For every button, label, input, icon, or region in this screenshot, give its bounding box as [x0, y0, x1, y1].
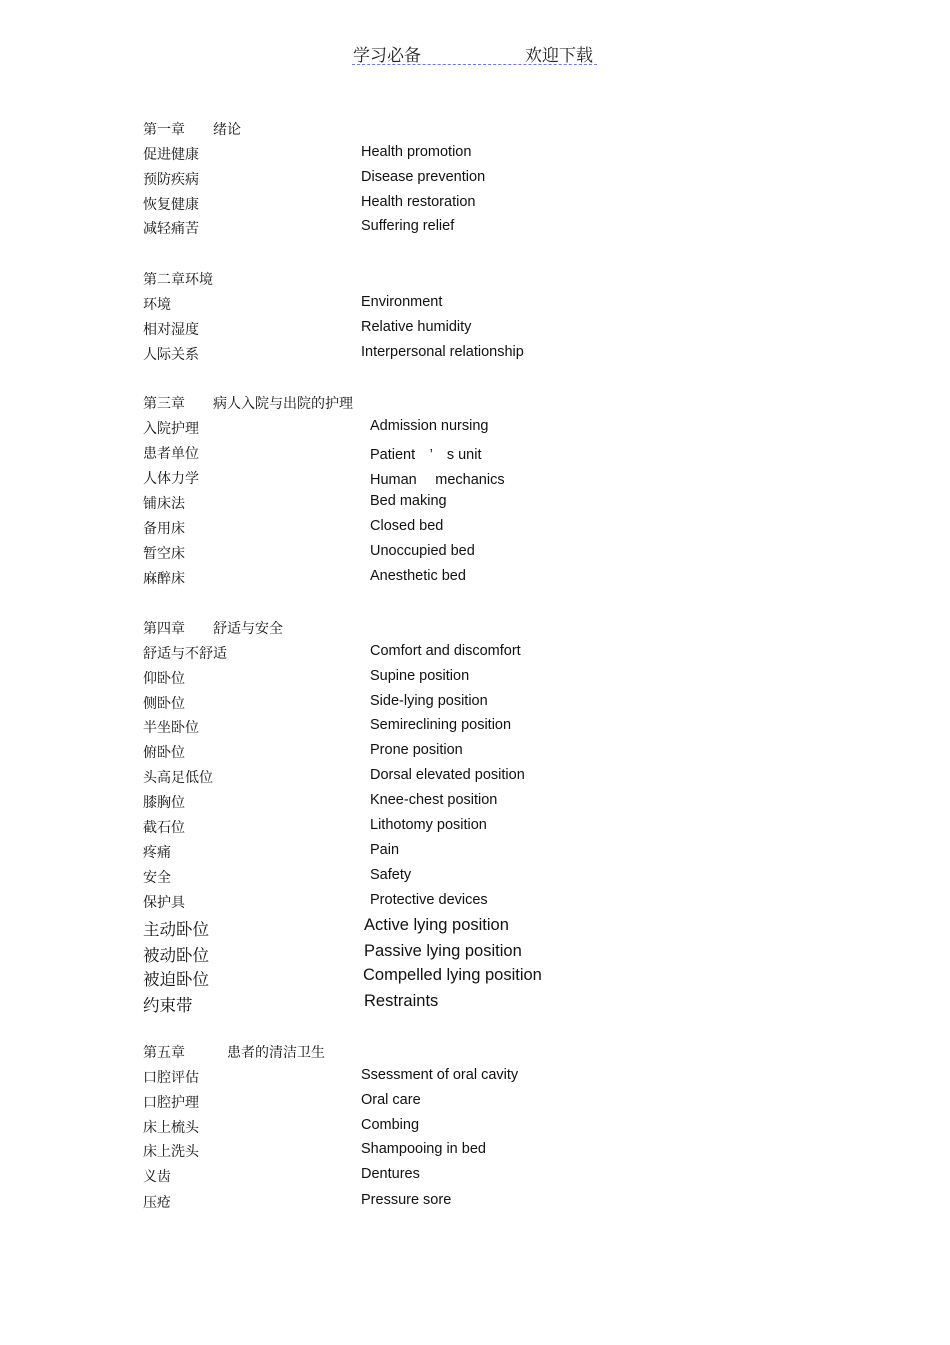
vocab-row: [0, 942, 950, 964]
chapter-heading-1: [0, 119, 950, 141]
term-zh: 约束带: [143, 996, 193, 1015]
header-left-text: 学习必备: [353, 46, 421, 66]
term-en: Supine position: [370, 668, 470, 684]
term-zh: 侧卧位: [143, 696, 185, 712]
chapter-title: 第一章 绪论: [143, 122, 241, 138]
term-en: Lithotomy position: [370, 817, 487, 833]
vocab-row: [0, 443, 950, 465]
vocab-row: [0, 518, 950, 540]
term-zh: 舒适与不舒适: [143, 646, 227, 662]
chapter-heading-5: [0, 1042, 950, 1064]
term-en: Patient ’ s unit: [370, 447, 482, 463]
term-zh: 保护具: [143, 895, 185, 911]
vocab-row: [0, 966, 950, 988]
vocab-row: [0, 792, 950, 814]
term-zh: 义齿: [143, 1169, 171, 1185]
term-zh: 安全: [143, 870, 171, 886]
term-zh: 备用床: [143, 521, 185, 537]
vocab-row: [0, 817, 950, 839]
term-en: Shampooing in bed: [361, 1141, 486, 1157]
term-zh: 患者单位: [143, 446, 199, 462]
term-zh: 口腔护理: [143, 1095, 199, 1111]
term-en: Restraints: [364, 992, 439, 1010]
vocab-row: [0, 218, 950, 240]
term-en: Pain: [370, 842, 400, 858]
chapter-heading-3: [0, 393, 950, 415]
term-en: Admission nursing: [370, 418, 489, 434]
vocab-row: [0, 294, 950, 316]
term-en: Unoccupied bed: [370, 543, 475, 559]
term-en: Suffering relief: [361, 218, 455, 234]
vocab-row: [0, 1117, 950, 1139]
term-zh: 减轻痛苦: [143, 221, 199, 237]
term-zh: 被动卧位: [143, 946, 209, 965]
term-en: Oral care: [361, 1092, 421, 1108]
vocab-row: [0, 543, 950, 565]
term-en: Combing: [361, 1117, 420, 1133]
vocab-row: [0, 767, 950, 789]
term-zh: 疼痛: [143, 845, 171, 861]
term-en: Interpersonal relationship: [361, 344, 524, 360]
vocab-row: [0, 1166, 950, 1188]
chapter-heading-2: [0, 269, 950, 291]
term-zh: 入院护理: [143, 421, 199, 437]
term-en: Bed making: [370, 493, 447, 509]
term-zh: 被迫卧位: [143, 970, 209, 989]
term-en: Knee-chest position: [370, 792, 498, 808]
chapter-title: 第二章环境: [143, 272, 213, 288]
term-en: Comfort and discomfort: [370, 643, 521, 659]
vocab-row: [0, 693, 950, 715]
chapter-title: 第四章 舒适与安全: [143, 621, 283, 637]
chapter-title: 第五章 患者的清洁卫生: [143, 1045, 325, 1061]
term-en: Prone position: [370, 742, 463, 758]
term-zh: 半坐卧位: [143, 720, 199, 736]
vocab-row: [0, 668, 950, 690]
vocab-row: [0, 493, 950, 515]
term-en: Human mechanics: [370, 472, 505, 488]
vocab-row: [0, 1141, 950, 1163]
term-zh: 预防疾病: [143, 172, 199, 188]
term-zh: 仰卧位: [143, 671, 185, 687]
vocab-row: [0, 194, 950, 216]
term-en: Active lying position: [364, 916, 509, 934]
vocab-row: [0, 1192, 950, 1214]
term-en: Semireclining position: [370, 717, 512, 733]
vocab-row: [0, 169, 950, 191]
term-en: Pressure sore: [361, 1192, 452, 1208]
term-en: Passive lying position: [364, 942, 522, 960]
term-zh: 麻醉床: [143, 571, 185, 587]
vocab-row: [0, 144, 950, 166]
term-zh: 人体力学: [143, 471, 199, 487]
vocab-row: [0, 867, 950, 889]
term-en: Health promotion: [361, 144, 472, 160]
term-zh: 俯卧位: [143, 745, 185, 761]
term-zh: 主动卧位: [143, 920, 209, 939]
term-en: Dorsal elevated position: [370, 767, 525, 783]
chapter-heading-4: [0, 618, 950, 640]
vocab-row: [0, 1092, 950, 1114]
vocab-row: [0, 319, 950, 341]
term-en: Closed bed: [370, 518, 444, 534]
term-zh: 恢复健康: [143, 197, 199, 213]
term-zh: 人际关系: [143, 347, 199, 363]
term-en: Health restoration: [361, 194, 476, 210]
term-en: Dentures: [361, 1166, 420, 1182]
term-zh: 口腔评估: [143, 1070, 199, 1086]
vocab-row: [0, 742, 950, 764]
chapter-title: 第三章 病人入院与出院的护理: [143, 396, 353, 412]
term-zh: 相对湿度: [143, 322, 199, 338]
page-header: [352, 40, 597, 65]
term-en: Side-lying position: [370, 693, 488, 709]
vocab-row: [0, 643, 950, 665]
vocab-row: [0, 1067, 950, 1089]
term-zh: 膝胸位: [143, 795, 185, 811]
vocab-row: [0, 916, 950, 938]
vocab-row: [0, 468, 950, 490]
vocab-row: [0, 992, 950, 1014]
term-en: Anesthetic bed: [370, 568, 466, 584]
header-right-text: 欢迎下载: [525, 46, 593, 66]
vocab-row: [0, 568, 950, 590]
term-en: Protective devices: [370, 892, 488, 908]
term-en: Relative humidity: [361, 319, 472, 335]
term-zh: 暂空床: [143, 546, 185, 562]
term-zh: 床上洗头: [143, 1144, 199, 1160]
vocab-row: [0, 842, 950, 864]
term-zh: 促进健康: [143, 147, 199, 163]
term-en: Disease prevention: [361, 169, 486, 185]
vocab-row: [0, 344, 950, 366]
vocab-row: [0, 717, 950, 739]
term-zh: 截石位: [143, 820, 185, 836]
vocab-row: [0, 418, 950, 440]
term-en: Environment: [361, 294, 443, 310]
vocab-row: [0, 892, 950, 914]
term-zh: 铺床法: [143, 496, 185, 512]
term-zh: 头高足低位: [143, 770, 213, 786]
term-en: Compelled lying position: [363, 966, 542, 984]
term-en: Ssessment of oral cavity: [361, 1067, 519, 1083]
term-zh: 床上梳头: [143, 1120, 199, 1136]
term-zh: 环境: [143, 297, 171, 313]
term-zh: 压疮: [143, 1195, 171, 1211]
term-en: Safety: [370, 867, 412, 883]
